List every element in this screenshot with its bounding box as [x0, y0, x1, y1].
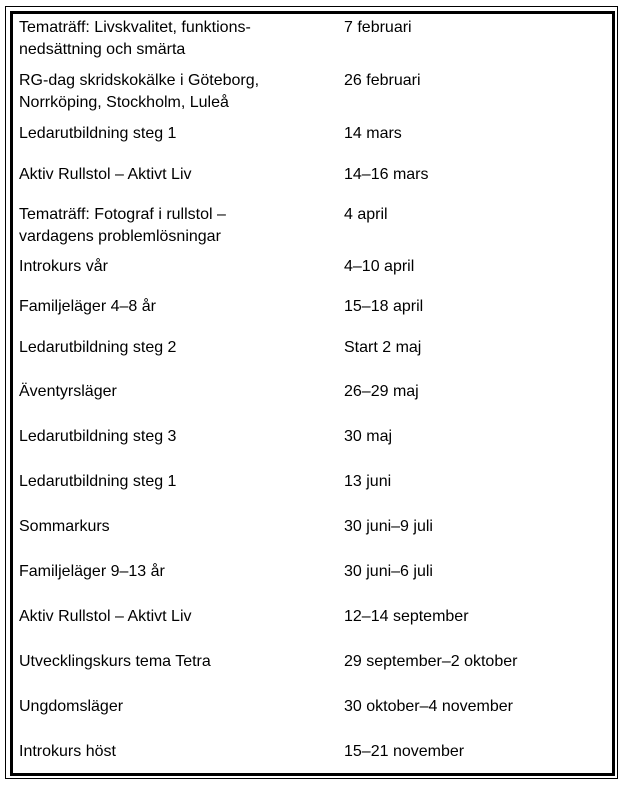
event-name: Äventyrsläger	[19, 383, 117, 400]
event-name: Familjeläger 4–8 år	[19, 298, 156, 315]
event-name: RG-dag skridskokälke i Göteborg, Norrköping, Stockholm, Luleå	[19, 72, 260, 111]
event-date: 29 september–2 oktober	[344, 653, 518, 670]
event-date: 26–29 maj	[344, 383, 419, 400]
event-name: Tematräff: Fotograf i rullstol – vardagens problemlösningar	[19, 206, 226, 245]
event-date: 7 februari	[344, 19, 412, 36]
event-name: Aktiv Rullstol – Aktivt Liv	[19, 608, 192, 625]
event-date: 14 mars	[344, 125, 402, 142]
event-name: Sommarkurs	[19, 518, 110, 535]
event-date: 30 juni–6 juli	[344, 563, 433, 580]
event-date: 12–14 september	[344, 608, 469, 625]
event-date: 26 februari	[344, 72, 421, 89]
event-date: 15–21 november	[344, 743, 465, 760]
event-date: 13 juni	[344, 473, 392, 490]
event-name: Ledarutbildning steg 1	[19, 473, 177, 490]
event-name: Familjeläger 9–13 år	[19, 563, 165, 580]
event-date: 4 april	[344, 206, 388, 223]
event-date: 15–18 april	[344, 298, 424, 315]
event-date: 4–10 april	[344, 258, 415, 275]
event-date: 30 oktober–4 november	[344, 698, 513, 715]
event-name: Ledarutbildning steg 3	[19, 428, 177, 445]
event-date: 14–16 mars	[344, 166, 429, 183]
event-name: Introkurs vår	[19, 258, 108, 275]
event-date: 30 juni–9 juli	[344, 518, 433, 535]
event-name: Ledarutbildning steg 1	[19, 125, 177, 142]
event-date: Start 2 maj	[344, 339, 422, 356]
event-name: Tematräff: Livskvalitet, funktions- nedsättning och smärta	[19, 19, 251, 58]
event-name: Utvecklingskurs tema Tetra	[19, 653, 211, 670]
event-name: Introkurs höst	[19, 743, 116, 760]
event-date: 30 maj	[344, 428, 393, 445]
event-name: Ungdomsläger	[19, 698, 124, 715]
event-name: Aktiv Rullstol – Aktivt Liv	[19, 166, 192, 183]
event-name: Ledarutbildning steg 2	[19, 339, 177, 356]
